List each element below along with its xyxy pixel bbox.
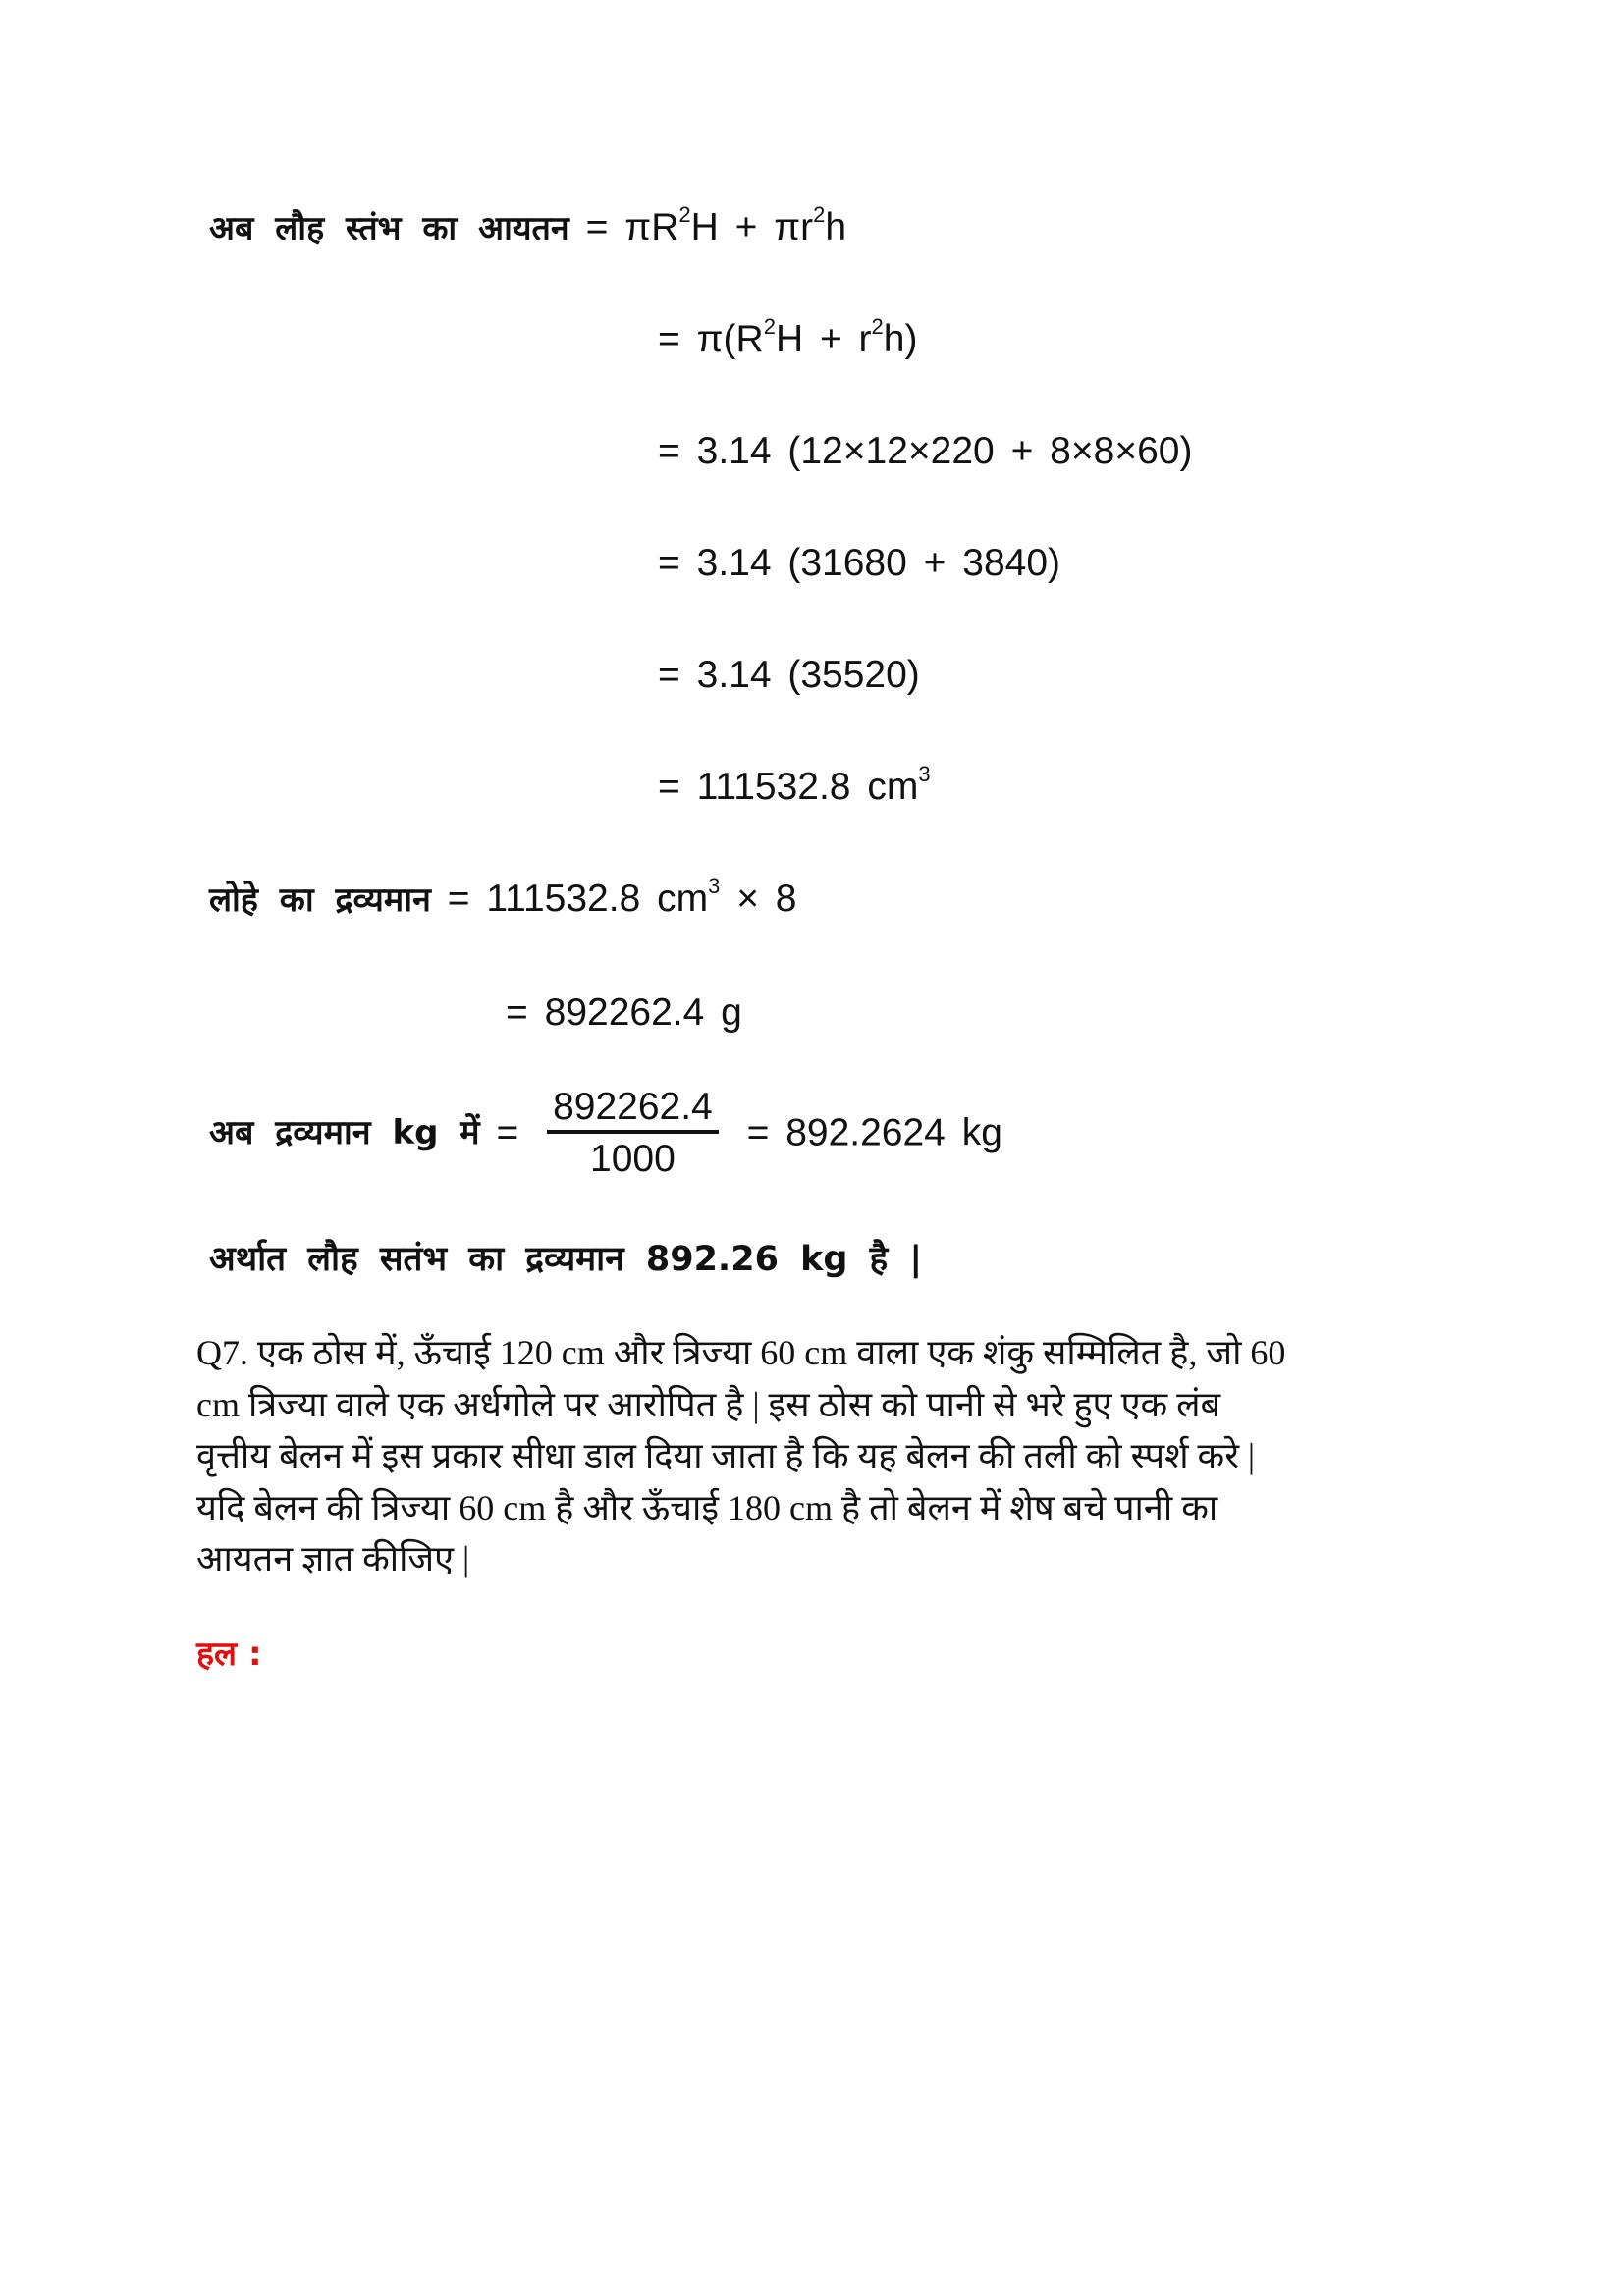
question-7 [196, 1327, 1434, 1585]
mass-grams-value: 892262.4 g [544, 991, 742, 1034]
step-expression: $\pi(R^2H + r^2h)$ [696, 314, 918, 360]
exponent: 2 [813, 202, 826, 227]
conclusion-line [209, 1239, 922, 1277]
equals-sign: = [746, 1111, 770, 1154]
solution-label: हल : [196, 1634, 262, 1674]
equals-sign: = [447, 878, 470, 920]
step-expression: 3.14 (12×12×220 + 8×8×60) [696, 430, 1193, 472]
mass-kg-result: 892.2624 kg [785, 1111, 1002, 1154]
fraction-numerator: 892262.4 [547, 1088, 719, 1134]
equals-sign: = [658, 654, 680, 696]
step-expression: 3.14 (35520) [696, 654, 920, 696]
equals-sign: = [658, 542, 680, 584]
equals-sign: = [658, 766, 680, 808]
mass-kg-label: अब द्रव्यमान kg में [209, 1113, 480, 1152]
step-3 [658, 544, 1060, 582]
step-4 [658, 656, 920, 694]
var-h: h [825, 206, 847, 248]
var-H: H [690, 206, 719, 248]
mass-volume: 111532.8 $cm^3$ [486, 874, 721, 920]
equals-sign: = [506, 991, 528, 1034]
volume-label: अब लौह स्तंभ का आयतन [209, 209, 569, 248]
fraction [547, 1088, 719, 1178]
var-r: r [800, 206, 814, 248]
exponent: 2 [678, 202, 691, 227]
question-line: Q7. एक ठोस में, ऊँचाई 120 cm और त्रिज्या 60 cm वाला एक शंकु सम्मिलित है, जो 60 [196, 1333, 1286, 1372]
mass-grams-line [506, 993, 742, 1032]
equals-sign: = [658, 318, 680, 360]
step-expression: 111532.8 $cm^3$ [696, 762, 931, 808]
question-line: cm त्रिज्या वाले एक अर्धगोले पर आरोपित है | इस ठोस को पानी से भरे हुए एक लंब [196, 1384, 1221, 1424]
question-line: यदि बेलन की त्रिज्या 60 cm है और ऊँचाई 180 cm है तो बेलन में शेष बचे पानी का [196, 1487, 1218, 1527]
step-expression: 3.14 (31680 + 3840) [696, 542, 1060, 584]
conclusion-text: अर्थात लौह सतंभ का द्रव्यमान 892.26 kg है | [209, 1240, 923, 1279]
fraction-denominator: 1000 [590, 1138, 676, 1180]
plus-sign: + [734, 206, 758, 248]
step-5 [658, 762, 931, 808]
pi-symbol: π [774, 206, 801, 248]
mass-kg-line [209, 1088, 1002, 1178]
step-1 [658, 314, 918, 360]
question-line: वृत्तीय बेलन में इस प्रकार सीधा डाल दिया जाता है कि यह बेलन की तली को स्पर्श करे | [196, 1436, 1256, 1475]
question-line: आयतन ज्ञात कीजिए | [196, 1539, 470, 1578]
mass-line [209, 874, 797, 920]
mass-label: लोहे का द्रव्यमान [209, 881, 431, 920]
step-2 [658, 432, 1192, 470]
equals-sign: = [585, 206, 609, 248]
volume-formula-line [209, 202, 847, 248]
equals-sign: = [658, 430, 680, 472]
density-multiplier: × 8 [736, 878, 797, 920]
equals-sign: = [496, 1111, 519, 1154]
pi-symbol: π [624, 206, 652, 248]
var-R: R [651, 206, 679, 248]
